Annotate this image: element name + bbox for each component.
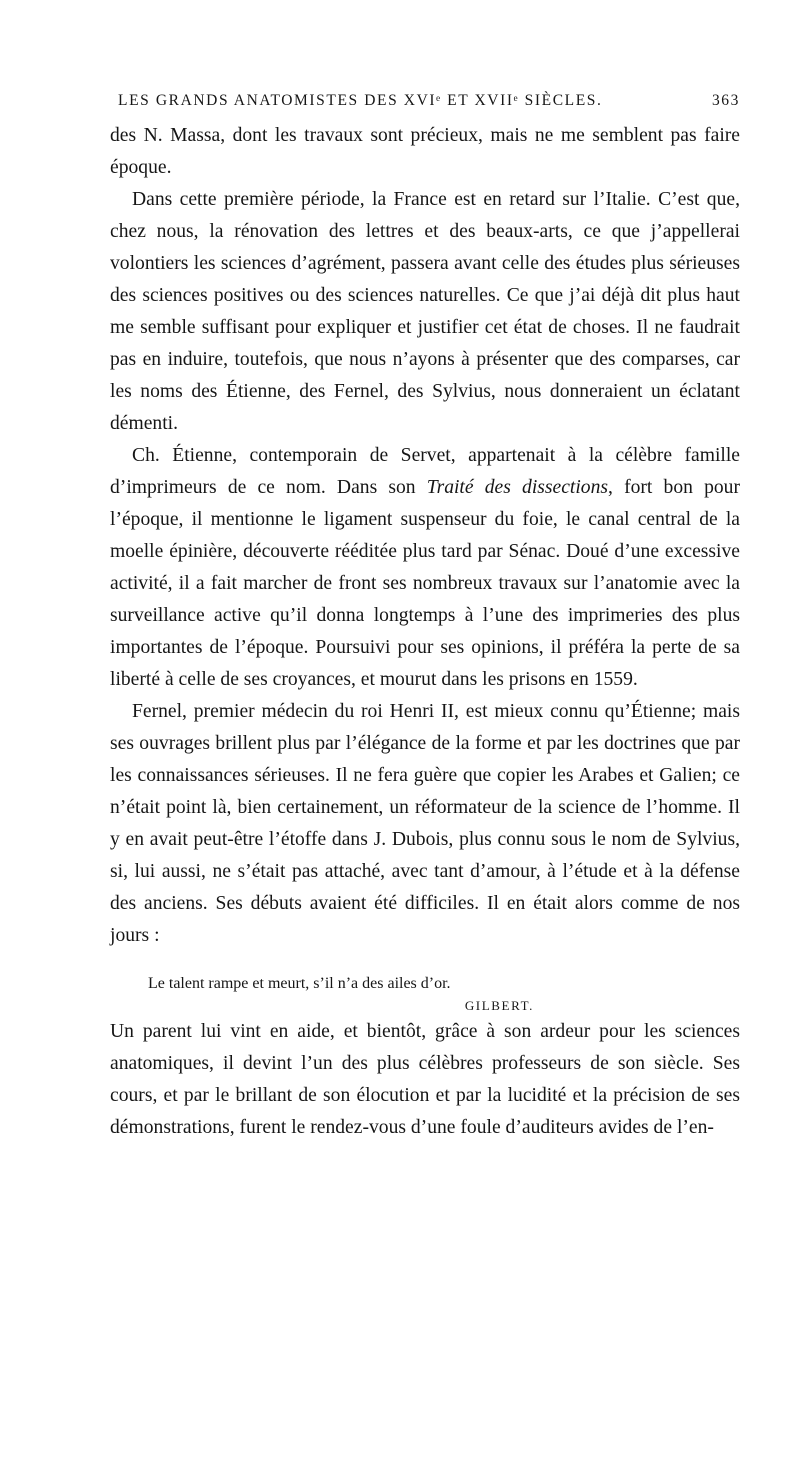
- running-head: [110, 86, 740, 116]
- body-text: [110, 120, 740, 1144]
- paragraph-sylvius-career: Un parent lui vint en aide, et bientôt, grâce à son ardeur pour les sciences anatomiques, il devint l’un des plus célèbres professeurs de son siècle. Ses cours, et par le brillant de son élocution et par la lucidité et la précision de ses démonstrations, furent le rendez-vous d’une foule d’auditeurs avides de l’en-: [110, 1021, 740, 1138]
- paragraph-etienne-end: , fort bon pour l’époque, il mentionne le ligament suspenseur du foie, le canal central de la moelle épinière, découverte rééditée plus tard par Sénac. Doué d’une excessive activité, il a fait marcher de front ses nombreux travaux sur l’anatomie avec la surveillance active qu’il donna longtemps à l’une des imprimeries des plus importantes de l’époque. Poursuivi pour ses opinions, il préféra la perte de sa liberté à celle de ses croyances, et mourut dans les prisons en 1559.: [110, 477, 740, 690]
- paragraph-etienne: [110, 440, 740, 696]
- page-number: 363: [711, 92, 740, 109]
- epigraph-attribution: GILBERT.: [464, 998, 534, 1013]
- epigraph-quote: [110, 974, 740, 1016]
- paragraph-massa: des N. Massa, dont les travaux sont précieux, mais ne me semblent pas faire époque.: [110, 125, 740, 178]
- book-page: [110, 86, 740, 1144]
- paragraph-france-retard: Dans cette première période, la France est en retard sur l’Italie. C’est que, chez nous, la rénovation des lettres et des beaux-arts, ce que j’appellerai volontiers les sciences d’agrément, passera avant celle des études plus sérieuses des sciences positives ou des sciences naturelles. Ce que j’ai déjà dit plus haut me semble suffisant pour expliquer et justifier cet état de choses. Il ne faudrait pas en induire, toutefois, que nous n’ayons à présenter que des comparses, car les noms des Étienne, des Fernel, des Sylvius, nous donneraient un éclatant démenti.: [110, 189, 740, 434]
- epigraph-verse: Le talent rampe et meurt, s’il n’a des ailes d’or.: [148, 975, 451, 992]
- book-title-traite-des-dissections: Traité des dissections: [426, 477, 609, 498]
- running-title: LES GRANDS ANATOMISTES DES XVIᵉ ET XVIIᵉ SIÈCLES.: [118, 92, 603, 109]
- paragraph-etienne-start: Ch. Étienne, contemporain de Servet, appartenait à la célèbre famille d’imprimeurs de ce nom. Dans son: [110, 445, 740, 498]
- paragraph-fernel: Fernel, premier médecin du roi Henri II, est mieux connu qu’Étienne; mais ses ouvrages brillent plus par l’élégance de la forme et par les doctrines que par les connaissances sérieuses. Il ne fera guère que copier les Arabes et Galien; ce n’était point là, bien certainement, un réformateur de la science de l’homme. Il y en avait peut-être l’étoffe dans J. Dubois, plus connu sous le nom de Sylvius, si, lui aussi, ne s’était pas attaché, avec tant d’amour, à l’étude et à la défense des anciens. Ses débuts avaient été difficiles. Il en était alors comme de nos jours :: [110, 701, 740, 946]
